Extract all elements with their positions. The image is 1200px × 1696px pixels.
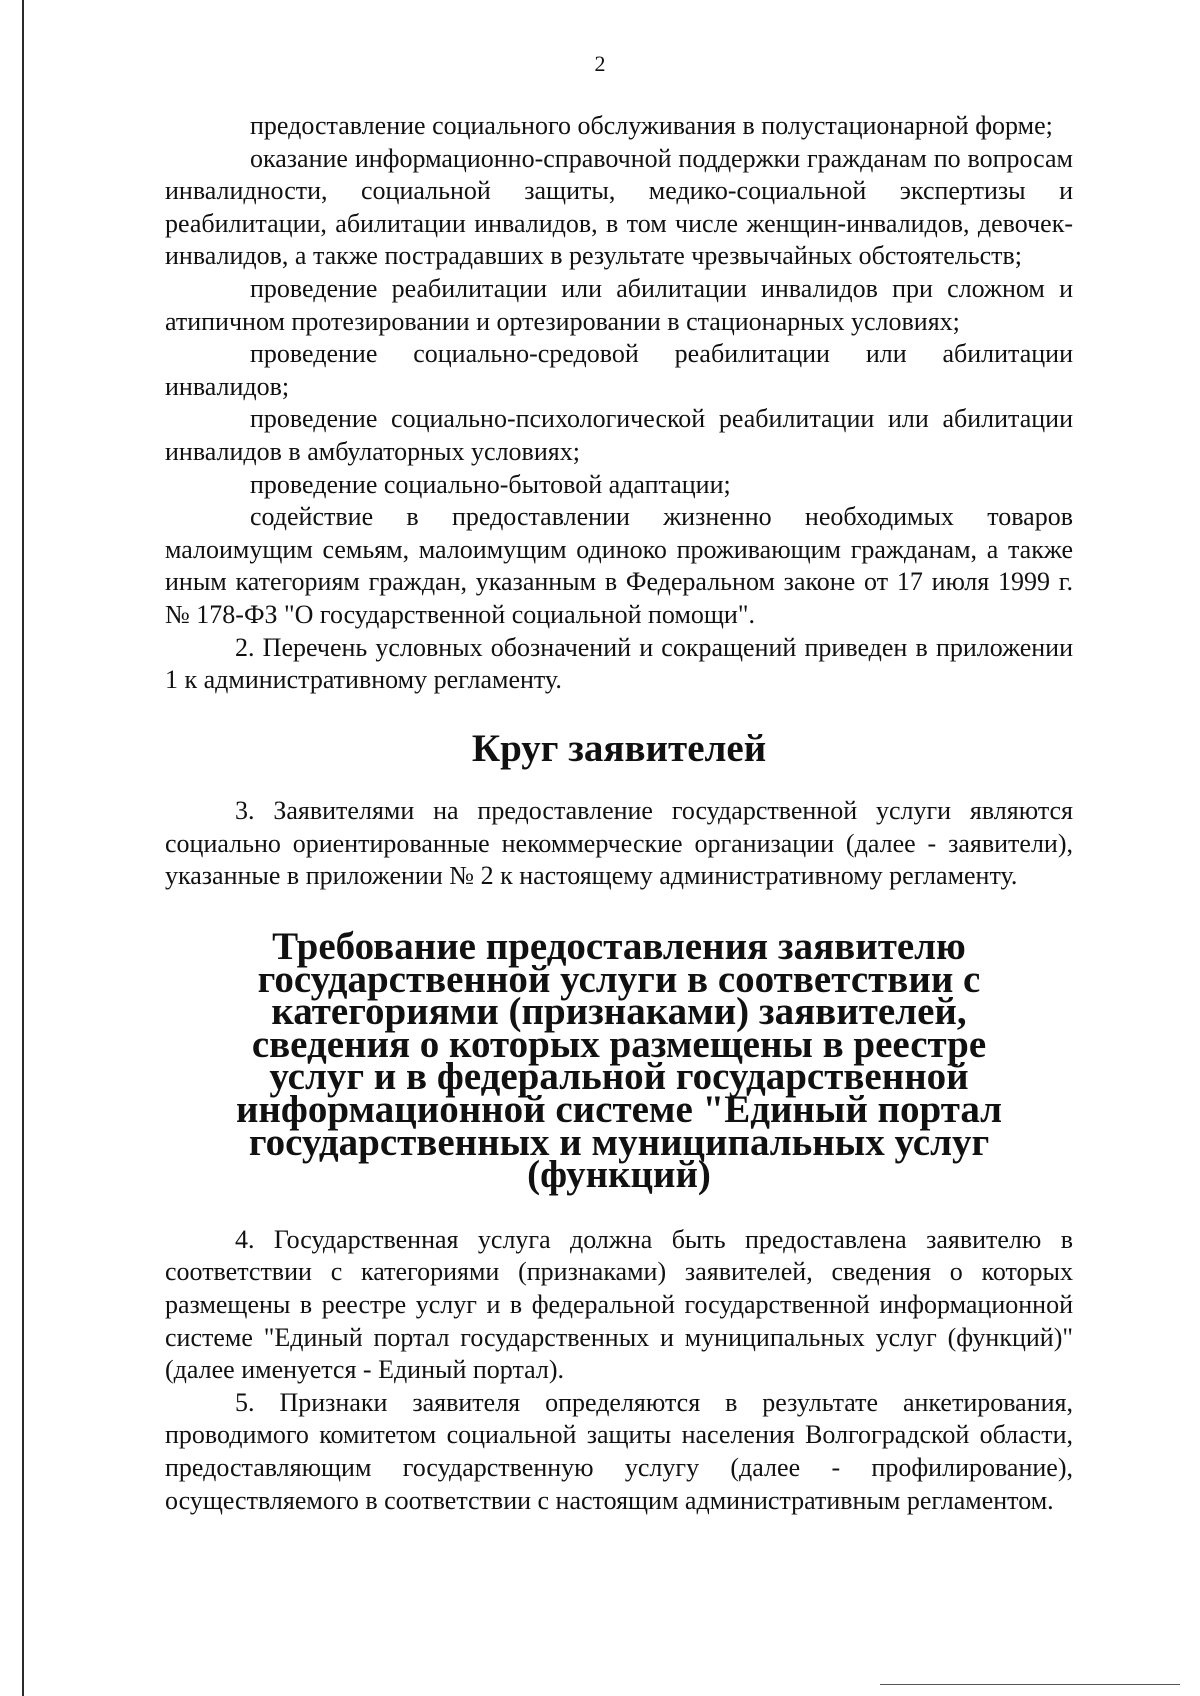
list-item-semi-stationary: предоставление социального обслуживания в полустационарной форме; [250, 111, 1053, 140]
document-body [165, 110, 1073, 1517]
scan-bottom-line [880, 1684, 1180, 1685]
scan-edge-line [22, 0, 24, 1696]
list-item-household-adaptation: проведение социально-бытовой адаптации; [250, 469, 731, 499]
paragraph-4: 4. Государственная услуга должна быть предоставлена заявителю в соответствии с категориями (признаками) заявителей, сведения о которых размещены в реестре услуг и в федеральной государственной информационной системе "Единый портал государственных и муниципальных услуг (функций)" (далее именуется - Единый портал). [165, 1224, 1073, 1385]
list-item-psychological-rehab: проведение социально-психологической реабилитации или абилитации инвалидов в амбулаторных условиях; [165, 404, 1073, 466]
section-heading-requirements: Требование предоставления заявителю государственной услуги в соответствии с категориями (признаками) заявителей, сведения о которых размещены в реестре услуг и в федеральной государственной информационной системе "Единый портал государственных и муниципальных услуг (функций) [235, 925, 1003, 1197]
section-heading-applicants: Круг заявителей [471, 726, 767, 770]
paragraph-3: 3. Заявителями на предоставление государственной услуги являются социально ориентированные некоммерческие организации (далее - заявители), указанные в приложении № 2 к настоящему административному регламенту. [165, 796, 1073, 891]
list-item-social-environment-rehab: проведение социально-средовой реабилитации или абилитации инвалидов; [165, 339, 1073, 401]
list-item-info-support: оказание информационно-справочной поддержки гражданам по вопросам инвалидности, социальной защиты, медико-социальной экспертизы и реабилитации, абилитации инвалидов, в том числе женщин-инвалидов, девочек-инвалидов, а также пострадавших в результате чрезвычайных обстоятельств; [165, 143, 1073, 271]
list-item-rehab-prosthetics: проведение реабилитации или абилитации инвалидов при сложном и атипичном протезировании и ортезировании в стационарных условиях; [165, 273, 1073, 336]
paragraph-5: 5. Признаки заявителя определяются в результате анкетирования, проводимого комитетом социальной защиты населения Волгоградской области, предоставляющим государственную услугу (далее - профилирование), осуществляемого в соответствии с настоящим административным регламентом. [165, 1387, 1073, 1515]
page-number: 2 [594, 51, 606, 76]
list-item-goods-assistance: содействие в предоставлении жизненно необходимых товаров малоимущим семьям, малоимущим одиноко проживающим гражданам, а также иным категориям граждан, указанным в Федеральном законе от 17 июля 1999 г. № 178-ФЗ "О государственной социальной помощи". [165, 502, 1073, 629]
paragraph-2: 2. Перечень условных обозначений и сокращений приведен в приложении 1 к административному регламенту. [165, 632, 1073, 695]
